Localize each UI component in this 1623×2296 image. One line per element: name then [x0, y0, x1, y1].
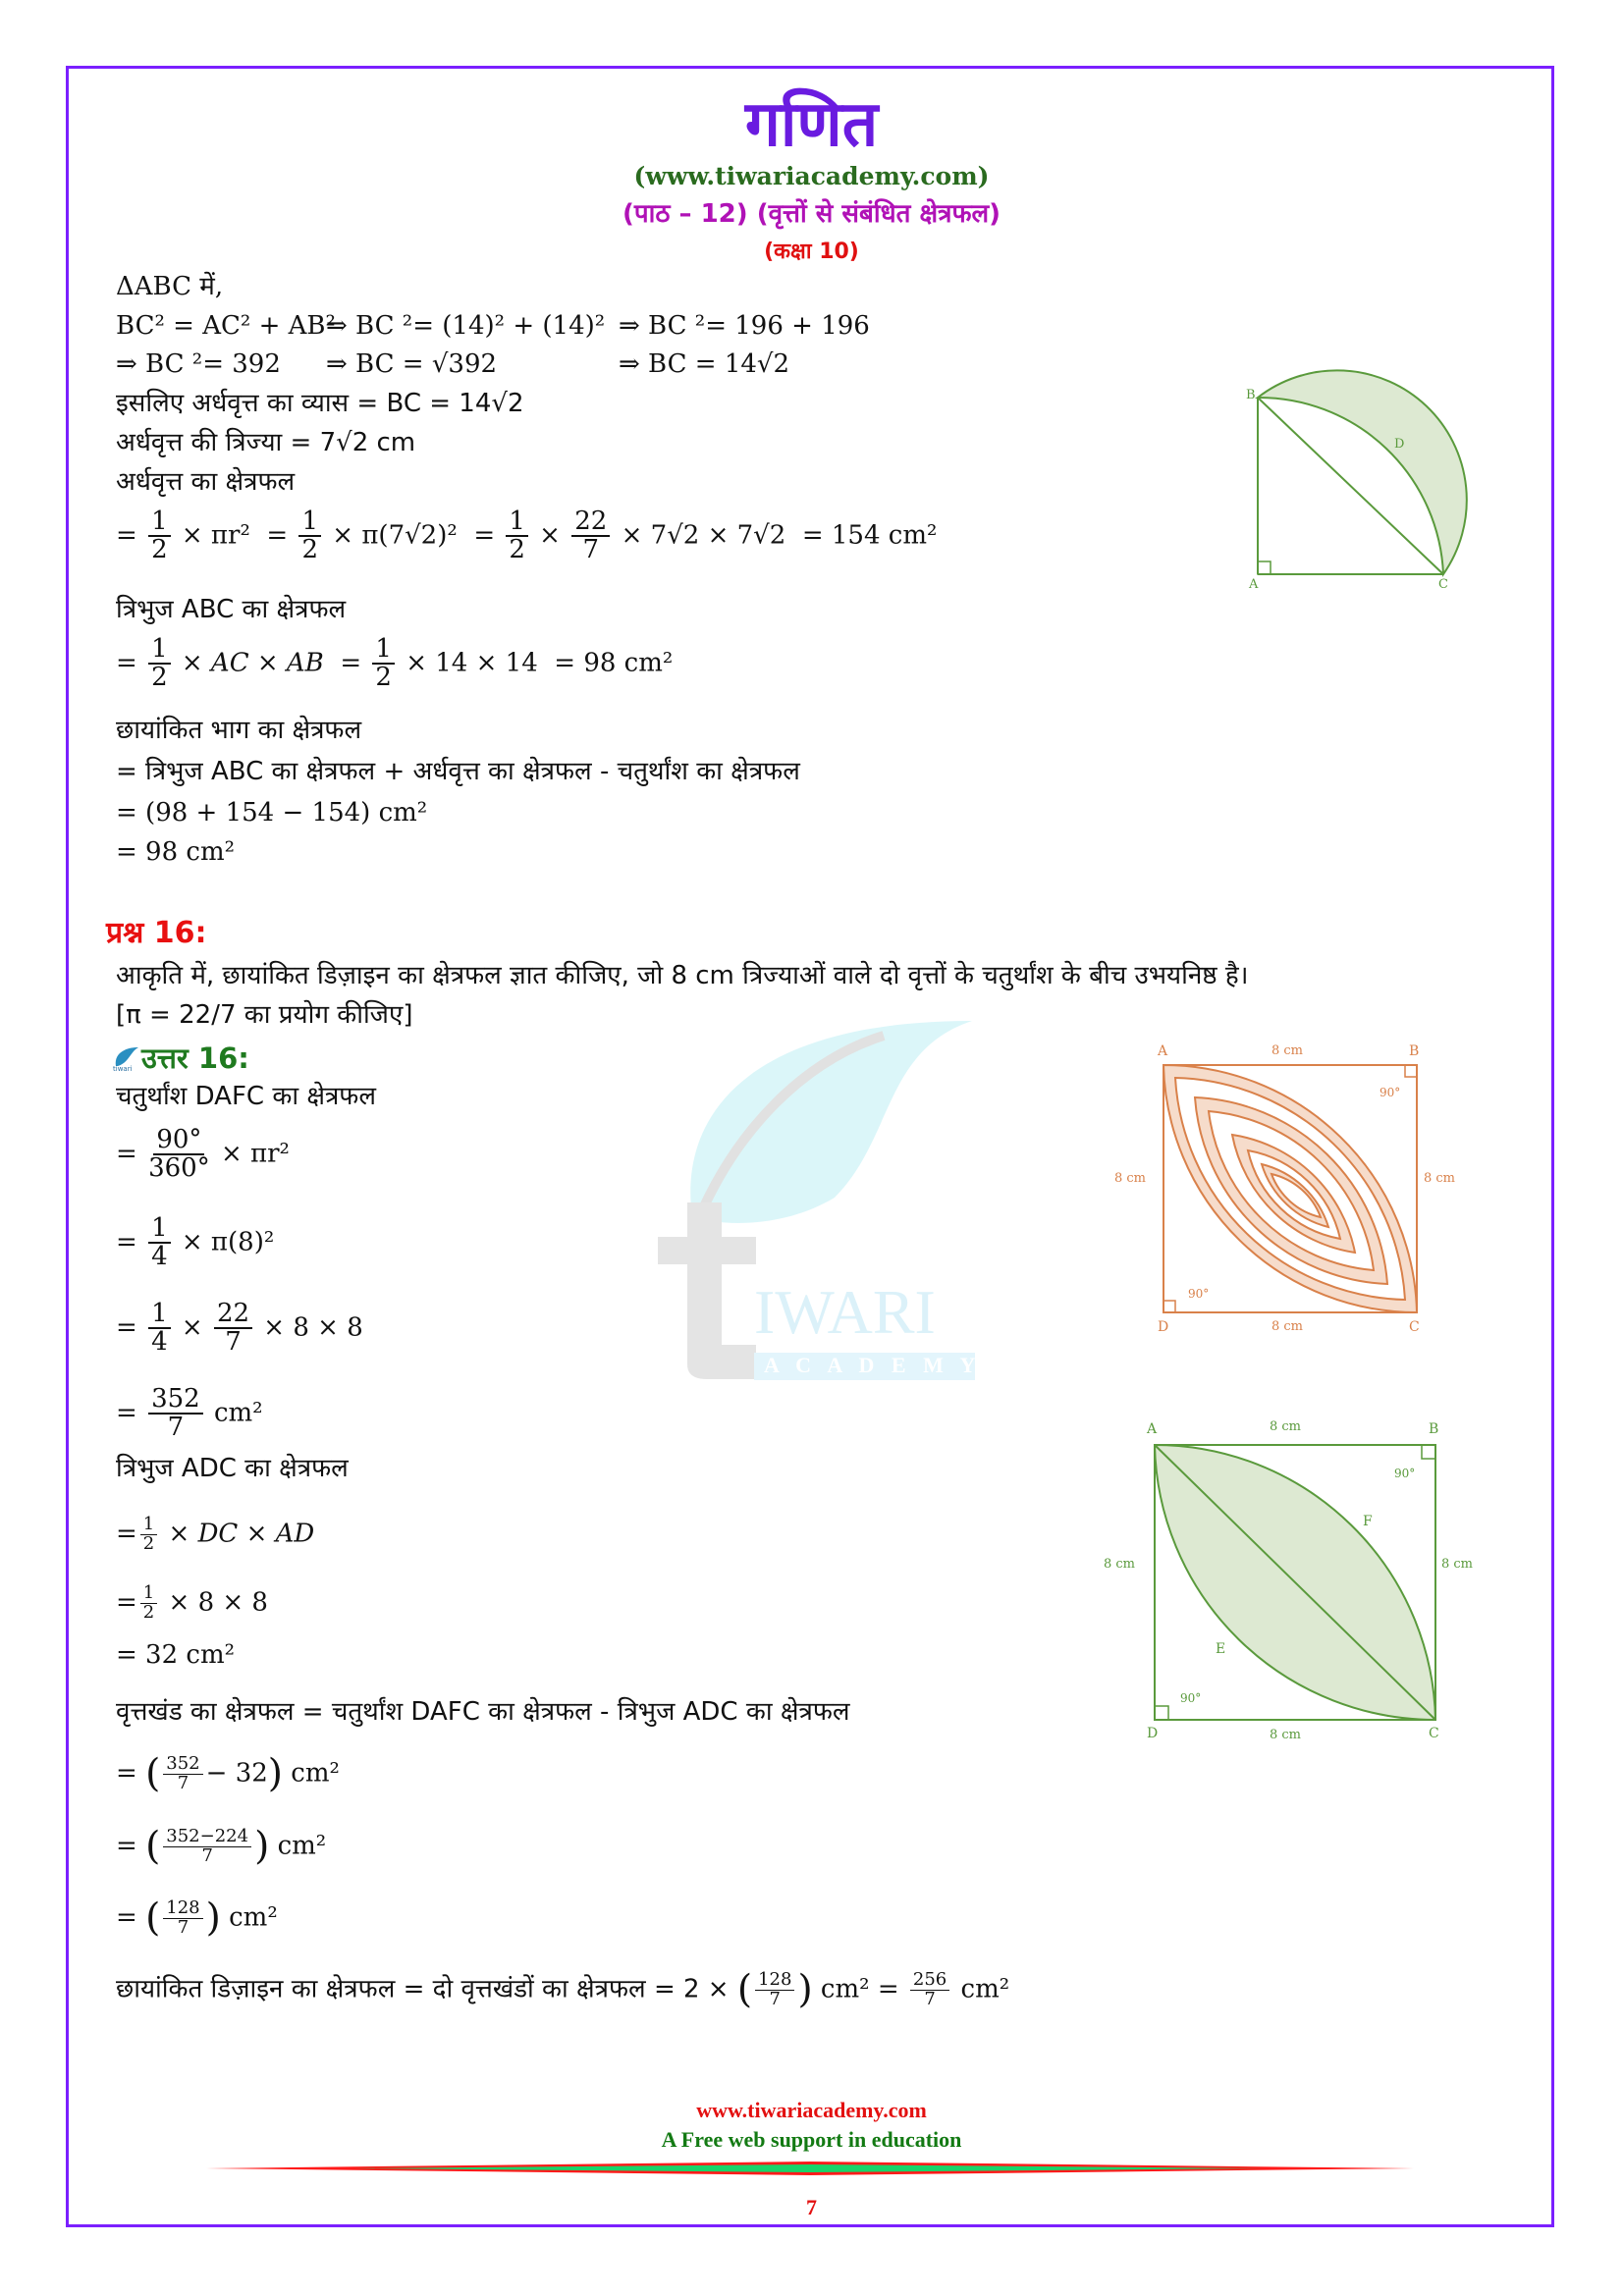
label-F: F	[1363, 1514, 1373, 1529]
label-B: B	[1429, 1421, 1439, 1437]
side-top: 8 cm	[1271, 1043, 1304, 1058]
side-bottom: 8 cm	[1270, 1728, 1302, 1742]
figure-semicircle-triangle	[1232, 339, 1507, 599]
quadrant-step-4: = $\frac{352}{7}$ cm²	[116, 1384, 263, 1443]
question-text: आकृति में, छायांकित डिज़ाइन का क्षेत्रफल ज्ञात कीजिए, जो 8 cm त्रिज्याओं वाले दो वृत्तों के चतुर्थांश के बीच उभयनिष्ठ है।	[116, 961, 1249, 990]
leaf-logo-icon	[112, 1044, 139, 1072]
shaded-area-calc: = (98 + 154 − 154) cm²	[116, 798, 428, 828]
segment-area-label: वृत्तखंड का क्षेत्रफल = चतुर्थांश DAFC का क्षेत्रफल - त्रिभुज ADC का क्षेत्रफल	[116, 1697, 850, 1727]
label-A: A	[1147, 1421, 1158, 1437]
class-label: (कक्षा 10)	[764, 240, 859, 264]
label-B: B	[1246, 388, 1256, 402]
label-D: D	[1394, 437, 1405, 452]
watermark-text: IWARI	[754, 1277, 936, 1347]
side-left: 8 cm	[1104, 1557, 1136, 1572]
semicircle-area-label: अर्धवृत्त का क्षेत्रफल	[116, 467, 296, 497]
label-B: B	[1409, 1043, 1420, 1059]
side-bottom: 8 cm	[1271, 1319, 1304, 1334]
triangle-adc-label: त्रिभुज ADC का क्षेत्रफल	[116, 1454, 349, 1483]
angle-D: 90°	[1180, 1691, 1202, 1705]
result-step-1: ⇒ BC ²= 392	[116, 349, 281, 379]
quadrant-area-label: चतुर्थांश DAFC का क्षेत्रफल	[116, 1082, 376, 1111]
triangle-adc-step-2: = $\frac{1}{2}$ × 8 × 8	[116, 1582, 268, 1623]
side-right: 8 cm	[1424, 1171, 1456, 1186]
footer-website-link[interactable]: www.tiwariacademy.com	[696, 2098, 927, 2122]
shaded-area-result: = 98 cm²	[116, 837, 236, 867]
answer-heading: उत्तर 16:	[141, 1041, 249, 1075]
page-number: 7	[806, 2195, 817, 2219]
question-heading: प्रश्न 16:	[106, 916, 207, 950]
figure-leaf-design	[1114, 1039, 1488, 1353]
pythagoras-step-2: ⇒ BC ²= (14)² + (14)²	[326, 311, 606, 341]
shaded-area-formula: = त्रिभुज ABC का क्षेत्रफल + अर्धवृत्त का क्षेत्रफल - चतुर्थांश का क्षेत्रफल	[116, 757, 800, 786]
pythagoras-step-3: ⇒ BC ²= 196 + 196	[619, 311, 870, 341]
quadrant-step-1: = $\frac{90^\circ}{360^\circ}$ × πr²	[116, 1125, 290, 1184]
label-E: E	[1216, 1641, 1226, 1657]
figure-quadrant-intersection	[1090, 1414, 1522, 1767]
quadrant-step-2: = $\frac{1}{4}$ × π(8)²	[116, 1213, 275, 1272]
intro-line: ΔABC में,	[116, 272, 224, 301]
watermark-logo	[638, 991, 982, 1384]
question-hint: [π = 22/7 का प्रयोग कीजिए]	[116, 1000, 413, 1030]
header-website-link[interactable]: (www.tiwariacademy.com)	[633, 162, 990, 190]
triangle-area-label: त्रिभुज ABC का क्षेत्रफल	[116, 595, 347, 624]
watermark-subtext: A C A D E M Y	[764, 1353, 982, 1377]
segment-step-3: = ( $\frac{128}{7}$ ) cm²	[116, 1896, 278, 1941]
triangle-area-expression: = $\frac{1}{2}$ × AC × AB = $\frac{1}{2}$ × 14 × 14 = 98 cm²	[116, 634, 674, 693]
triangle-adc-result: = 32 cm²	[116, 1640, 236, 1670]
footer-tagline: A Free web support in education	[661, 2127, 962, 2152]
side-right: 8 cm	[1441, 1557, 1474, 1572]
side-top: 8 cm	[1270, 1419, 1302, 1434]
label-A: A	[1249, 577, 1259, 592]
label-C: C	[1409, 1319, 1420, 1335]
radius-line: अर्धवृत्त की त्रिज्या = 7√2 cm	[116, 428, 416, 457]
diameter-line: इसलिए अर्धवृत्त का व्यास = BC = 14√2	[116, 389, 524, 418]
label-D: D	[1158, 1319, 1169, 1335]
page-title: गणित	[744, 88, 879, 161]
footer-divider	[206, 2161, 1414, 2176]
angle-B: 90°	[1394, 1467, 1416, 1480]
label-A: A	[1158, 1043, 1168, 1059]
side-left: 8 cm	[1114, 1171, 1147, 1186]
semicircle-area-expression: = $\frac{1}{2}$ × πr² = $\frac{1}{2}$ × π(7√2)² = $\frac{1}{2}$ × $\frac{22}{7}$ × 7√2 × 7√2 = 154 cm²	[116, 507, 938, 565]
chapter-heading: (पाठ – 12) (वृत्तों से संबंधित क्षेत्रफल)	[622, 199, 1001, 229]
segment-step-2: = ( $\frac{352-224}{7}$ ) cm²	[116, 1824, 327, 1869]
label-D: D	[1147, 1726, 1159, 1741]
quadrant-step-3: = $\frac{1}{4}$ × $\frac{22}{7}$ × 8 × 8	[116, 1299, 363, 1358]
angle-D: 90°	[1188, 1287, 1210, 1301]
pythagoras-step-1: BC² = AC² + AB²	[116, 311, 336, 341]
shaded-area-label: छायांकित भाग का क्षेत्रफल	[116, 716, 362, 745]
label-C: C	[1438, 577, 1448, 592]
segment-step-1: = ( $\frac{352}{7}$ − 32) cm²	[116, 1751, 340, 1796]
svg-text:tiwari: tiwari	[113, 1065, 133, 1072]
triangle-adc-step-1: = $\frac{1}{2}$ × DC × AD	[116, 1514, 315, 1554]
final-answer: छायांकित डिज़ाइन का क्षेत्रफल = दो वृत्तखंडों का क्षेत्रफल = 2 × ( $\frac{128}{7}$ ) cm² = $\frac{256}{7}$ cm²	[116, 1967, 1010, 2012]
label-C: C	[1429, 1726, 1439, 1741]
result-step-3: ⇒ BC = 14√2	[619, 349, 790, 379]
angle-B: 90°	[1380, 1086, 1401, 1099]
result-step-2: ⇒ BC = √392	[326, 349, 498, 379]
